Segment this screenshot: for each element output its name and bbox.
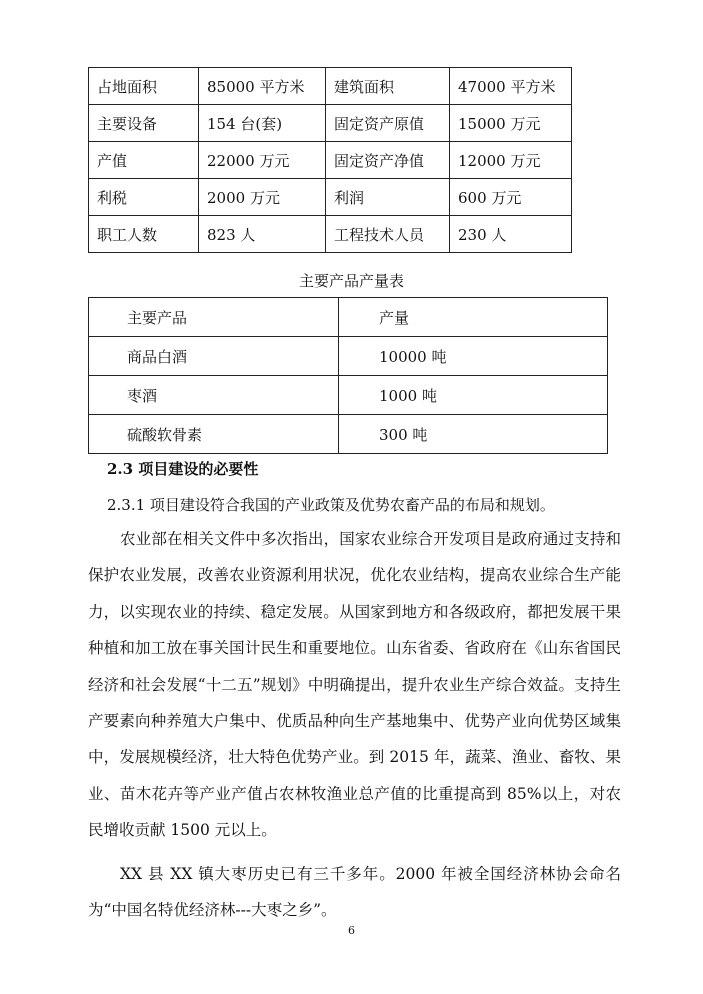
table-cell: 85000 平方米	[199, 68, 326, 105]
table-cell: 2000 万元	[199, 179, 326, 216]
table-cell: 占地面积	[89, 68, 199, 105]
table-cell: 12000 万元	[450, 142, 572, 179]
summary-table	[88, 67, 572, 253]
section-heading: 2.3 项目建设的必要性	[107, 460, 259, 478]
table-cell: 硫酸软骨素	[89, 415, 339, 454]
table-cell: 工程技术人员	[326, 216, 450, 253]
table-cell: 600 万元	[450, 179, 572, 216]
table-cell: 固定资产原值	[326, 105, 450, 142]
table-cell: 主要设备	[89, 105, 199, 142]
section-subheading: 2.3.1 项目建设符合我国的产业政策及优势农畜产品的布局和规划。	[107, 496, 555, 514]
table-cell: 154 台(套)	[199, 105, 326, 142]
table-cell: 职工人数	[89, 216, 199, 253]
table-row	[89, 216, 572, 253]
table-cell: 230 人	[450, 216, 572, 253]
table-row	[89, 337, 608, 376]
table-cell: 商品白酒	[89, 337, 339, 376]
table-cell: 枣酒	[89, 376, 339, 415]
table-cell: 利税	[89, 179, 199, 216]
table-cell: 47000 平方米	[450, 68, 572, 105]
table-cell: 固定资产净值	[326, 142, 450, 179]
body-paragraph: XX 县 XX 镇大枣历史已有三千多年。2000 年被全国经济林协会命名为“中国名特优经济林---大枣之乡”。	[88, 865, 621, 920]
table-row	[89, 376, 608, 415]
table-row	[89, 142, 572, 179]
table-cell: 15000 万元	[450, 105, 572, 142]
product-output-table	[88, 297, 608, 454]
table-cell: 1000 吨	[339, 376, 608, 415]
column-header: 产量	[339, 298, 608, 337]
body-paragraph: 农业部在相关文件中多次指出，国家农业综合开发项目是政府通过支持和保护农业发展，改善农业资源利用状况，优化农业结构，提高农业综合生产能力，以实现农业的持续、稳定发展。从国家到地方和各级政府，都把发展干果种植和加工放在事关国计民生和重要地位。山东省委、省政府在《山东省国民经济和社会发展“十二五”规划》中明确提出，提升农业生产综合效益。支持生产要素向种养殖大户集中、优质品种向生产基地集中、优势产业向优势区域集中，发展规模经济，壮大特色优势产业。到 2015 年，蔬菜、渔业、畜牧、果业、苗木花卉等产业产值占农林牧渔业总产值的比重提高到 85%以上，对农民增收贡献 1500 元以上。	[88, 530, 621, 840]
table-caption: 主要产品产量表	[298, 272, 404, 290]
table-row	[89, 415, 608, 454]
table-cell: 10000 吨	[339, 337, 608, 376]
page-number: 6	[348, 924, 355, 937]
table-cell: 823 人	[199, 216, 326, 253]
table-cell: 利润	[326, 179, 450, 216]
table-cell: 产值	[89, 142, 199, 179]
table-cell: 300 吨	[339, 415, 608, 454]
table-cell: 建筑面积	[326, 68, 450, 105]
table-header-row	[89, 298, 608, 337]
table-cell: 22000 万元	[199, 142, 326, 179]
column-header: 主要产品	[89, 298, 339, 337]
table-row	[89, 179, 572, 216]
table-row	[89, 105, 572, 142]
table-row	[89, 68, 572, 105]
